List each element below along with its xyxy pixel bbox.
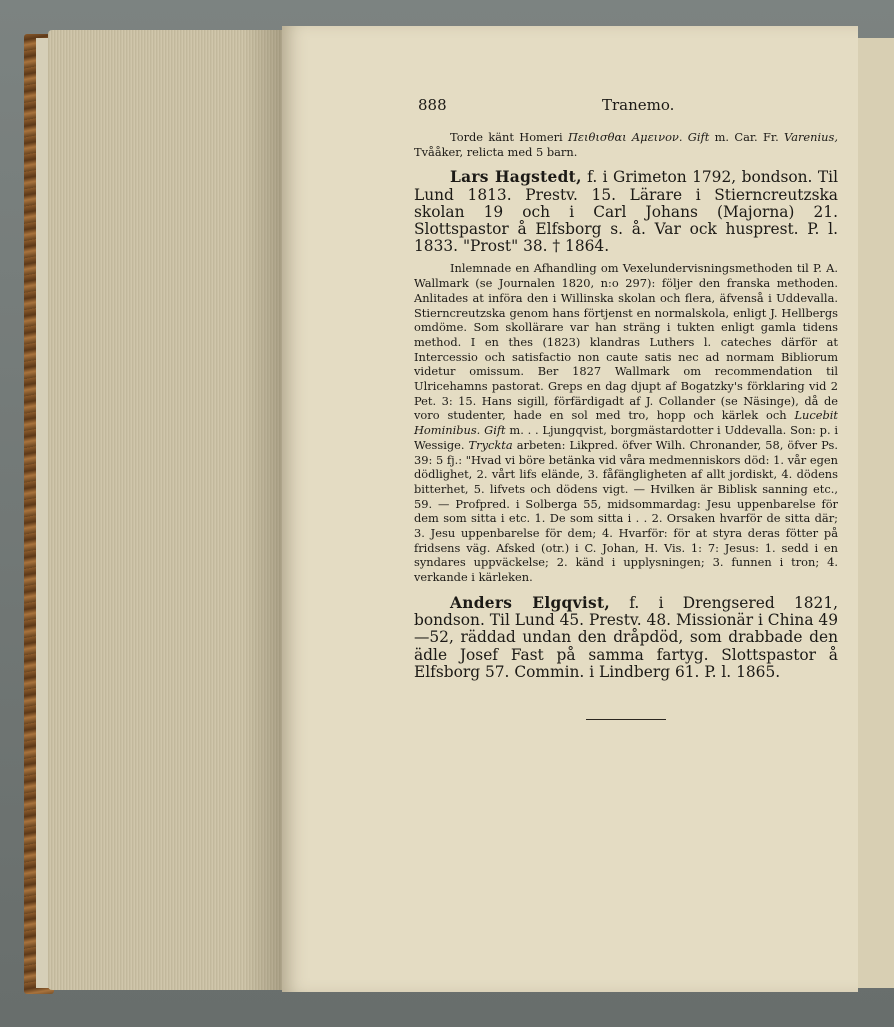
entry-name-elgqvist: Anders Elgqvist, (450, 593, 611, 612)
intro-paragraph: Torde känt Homeri Πειθισθαι Αμεινον. Gift m. Car. Fr. Varenius, Tvååker, relicta med 5 barn. (414, 130, 838, 159)
entry-hagstedt: Lars Hagstedt, f. i Grimeton 1792, bondson. Til Lund 1813. Prestv. 15. Lärare i Stierncreutzska skolan 19 och i Carl Johans (Majorna) 21. Slottspastor å Elfsborg s. å. Var ock husprest. P. l. 1833. "Prost" 38. † 1864. (414, 168, 838, 256)
page-number: 888 (418, 96, 447, 114)
entry-name-hagstedt: Lars Hagstedt, (450, 168, 582, 187)
running-title: Tranemo. (602, 96, 675, 114)
section-divider (586, 719, 666, 720)
page-block-edges (48, 30, 284, 990)
page-body (414, 130, 838, 720)
entry-elgqvist: Anders Elgqvist, f. i Drengsered 1821, bondson. Til Lund 45. Prestv. 48. Missionär i China 49—52, räddad undan den dråpdöd, som drabbade den ädle Josef Fast på samma fartyg. Slottspastor å Elfsborg 57. Commin. i Lindberg 61. P. l. 1865. (414, 593, 838, 681)
greek-quote: Πειθισθαι Αμεινον. (568, 130, 683, 144)
notes-hagstedt: Inlemnade en Afhandling om Vexelundervisningsmethoden til P. A. Wallmark (se Journalen 1820, n:o 297): följer den franska methoden. Anlitades at införa den i Willinska skolan och flera, äfvenså i Uddevalla. Stierncreutzska genom hans förtjenst en normalskola, enligt J. Hellbergs omdöme. Som skollärare var han sträng i tukten enligt gamla tidens method. I en thes (1823) klandras Luthers l. cateches därför at Intercessio och satisfactio non caute satis nec ad normam Bibliorum videtur omissum. Ber 1827 Wallmark om recommendation til Ulricehamns pastorat. Greps en dag djupt af Bogatzky's förklaring vid 2 Pet. 3: 15. Hans sigill, förfärdigadt af J. Collander (se Näsinge), då de voro studenter, hade en sol med tro, hopp och kärlek och Lucebit Hominibus. Gift m. . . Ljungqvist, borgmästardotter i Uddevalla. Son: p. i Wessige. Tryckta arbeten: Likpred. öfver Wilh. Chronander, 58, öfver Ps. 39: 5 fj.: "Hvad vi böre betänka vid våra medmenniskors död: 1. vår egen dödlighet, 2. vårt lifs elände, 3. fåfängligheten af allt jordiskt, 4. dödens bitterhet, 5. lifvets och dödens vigt. — Hvilken är Biblisk sanning etc., 59. — Profpred. i Solberga 55, midsommardag: Jesu uppenbarelse för dem som sitta i etc. 1. De som sitta i . . 2. Orsaken hvarför de sitta där; 3. Jesu uppenbarelse för dem; 4. Hvarför: för at styra deras fötter på fridsens väg. Afsked (otr.) i C. Johan, H. Vis. 1: 7: Jesus: 1. sedd i en syndares uppväckelse; 2. känd i upplysningen; 3. funnen i tron; 4. verkande i kärleken. (414, 261, 838, 585)
page-header (282, 96, 858, 116)
book-page (282, 26, 858, 992)
facing-page-edge (856, 38, 894, 988)
spouse-name: Varenius, (784, 130, 838, 144)
